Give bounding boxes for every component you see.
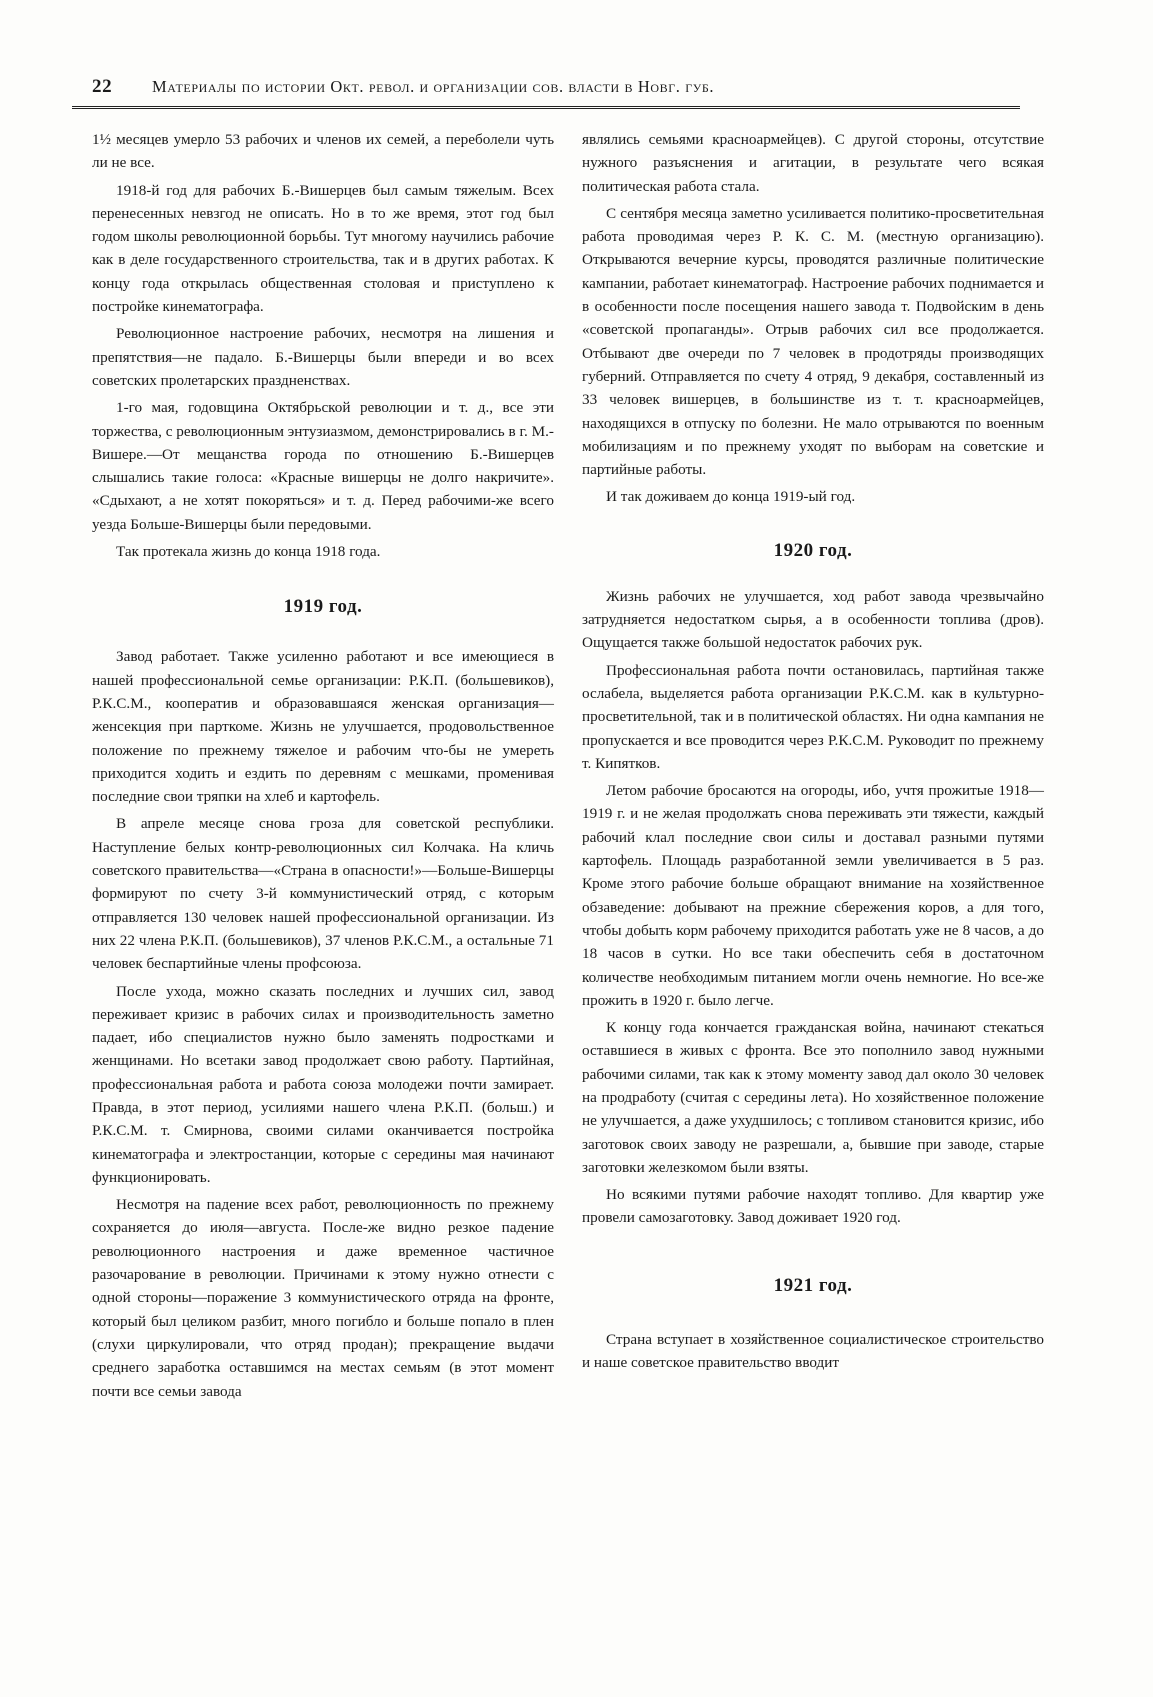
paragraph: 1½ месяцев умерло 53 рабочих и членов их семей, а переболели чуть ли не все.: [92, 131, 554, 172]
paragraph: В апреле месяце снова гроза для советской республики. Наступление белых контр-революционных сил Колчака. На кличь советского правительства—«Страна в опасности!»—Больше-Вишерцы формируют по счету 3-й коммунистический отряд, с которым отправляется 130 человек нашей профессиональной организации. Из них 22 члена Р.К.П. (большевиков), 37 членов Р.К.С.М., а остальные 71 человек беспартийные члены профсоюза.: [92, 815, 554, 973]
paragraph: После ухода, можно сказать последних и лучших сил, завод переживает кризис в рабочих силах и производительность заметно падает, ибо специалистов нужно было заменять подростками и женщинами. Но всетаки завод продолжает свою работу. Партийная, профессиональная работа и работа союза молодежи почти замирает. Правда, в этот период, усилиями нашего члена Р.К.П. (больш.) и Р.К.С.М. т. Смирнова, своими силами оканчивается постройка кинематографа и электростанции, которые с середины мая начинают функционировать.: [92, 982, 554, 1186]
paragraph: Завод работает. Также усиленно работают и все имеющиеся в нашей профессиональной семье организации: Р.К.П. (большевиков), Р.К.С.М., кооператив и образовавшаяся женская организация—женсекция при парткоме. Жизнь не улучшается, продовольственное положение по прежнему тяжелое и рабочим что-бы не умереть приходится ходить и ездить по деревням с мешками, променивая последние свои тряпки на хлеб и картофель.: [92, 648, 554, 806]
paragraph: Жизнь рабочих не улучшается, ход работ завода чрезвычайно затрудняется недостатком сырья, а в особенности топлива (дров). Ощущается также большой недостаток рабочих рук.: [582, 587, 1044, 652]
paragraph: являлись семьями красноармейцев). С другой стороны, отсутствие нужного разъяснения и агитации, в результате чего всякая политическая работа стала.: [582, 131, 1044, 195]
right-column: [582, 128, 1044, 1378]
paragraph: И так доживаем до конца 1919-ый год.: [606, 488, 856, 506]
paragraph: Так протекала жизнь до конца 1918 года.: [116, 543, 381, 561]
paragraph: К концу года кончается гражданская война, начинают стекаться оставшиеся в живых с фронта. Все это пополнило завод нужными рабочими силами, так как к этому моменту завод дал около 30 человек на продработу (считая с середины лета). Но хозяйственное положение не улучшается, а даже ухудшилось; с топливом становится кризис, ибо заготовок своих заводу не разрешали, а, бывшие при заводе, старые заготовки железкомом были взяты.: [582, 1019, 1044, 1176]
paragraph: Несмотря на падение всех работ, революционность по прежнему сохраняется до июля—августа. После-же видно резкое падение революционного настроения и даже временное частичное разочарование в революции. Причинами к этому нужно отнести с одной стороны—поражение 3 коммунистического отряда на фронте, который был целиком разбит, много погибло и больше попало в плен (слухи циркулировали, что отряд продан); прекращение выдачи среднего заработка оставшимся на местах семьям (в этот момент почти все семьи завода: [92, 1196, 554, 1400]
paragraph: Профессиональная работа почти остановилась, партийная также ослабела, выделяется работа организации Р.К.С.М. как в культурно-просветительной, так и в политической областях. Ни одна кампания не пропускается и все проводится через Р.К.С.М. Руководит по прежнему т. Кипятков.: [582, 661, 1044, 772]
running-header: [92, 76, 1022, 98]
page-number: 22: [92, 76, 113, 97]
paragraph: 1918-й год для рабочих Б.-Вишерцев был самым тяжелым. Всех перенесенных невзгод не описать. Но в то же время, этот год был годом школы революционной борьбы. Тут многому научились рабочие как в деле государственного строительства, так и в других работах. К концу года открылась общественная столовая и приступлено к постройке кинематографа.: [92, 181, 554, 316]
header-rule: [72, 106, 1020, 109]
section-heading-1919: 1919 год.: [283, 596, 363, 618]
paragraph: Революционное настроение рабочих, несмотря на лишения и препятствия—не падало. Б.-Вишерцы были впереди и во всех советских пролетарских праздненствах.: [92, 325, 554, 389]
left-column: [92, 128, 554, 1407]
paragraph: Но всякими путями рабочие находят топливо. Для квартир уже провели самозаготовку. Завод доживает 1920 год.: [582, 1186, 1044, 1227]
paragraph: Страна вступает в хозяйственное социалистическое строительство и наше советское правительство вводит: [582, 1330, 1044, 1372]
paragraph: Летом рабочие бросаются на огороды, ибо, учтя прожитые 1918—1919 г. и не желая продолжать снова переживать эти тяжести, каждый рабочий клал последние свои силы и доставал разными путями картофель. Площадь разработанной земли увеличивается в 5 раз. Кроме этого рабочие больше обращают внимание на хозяйственное обзаведение: добывают на прежние сбережения коров, а для того, чтобы добыть корм рабочему приходится работать уже не 8 часов, а до 18 часов в сутки. Но все таки обеспечить себя в достаточном количестве необходимым питанием могли очень немногие. Но все-же прожить в 1920 г. было легче.: [582, 782, 1044, 1009]
section-heading-1920: 1920 год.: [773, 539, 853, 561]
paragraph: С сентября месяца заметно усиливается политико-просветительная работа проводимая через Р. К. С. М. (местную организацию). Открываются вечерние курсы, проводятся различные политические кампании, работает кинематограф. Настроение рабочих поднимается и в особенности после посещения нашего завода т. Подвойским в день «советской пропаганды». Отрыв рабочих сил все продолжается. Отбывают две очереди по 7 человек в продотряды производящих губерний. Отправляется по счету 4 отряд, 9 декабря, составленный из 33 человек вишерцев, в большинстве из т. т. красноармейцев, находящихся в отпуску по болезни. Не мало отрываются по военным мобилизациям и по прежнему уходят по выборам на советские и партийные работы.: [582, 204, 1044, 479]
running-title: Материалы по истории Окт. револ. и организации сов. власти в Новг. губ.: [152, 77, 715, 96]
section-heading-1921: 1921 год.: [773, 1274, 853, 1296]
paragraph: 1-го мая, годовщина Октябрьской революции и т. д., все эти торжества, с революционным энтузиазмом, демонстрировались в г. М.-Вишере.—От мещанства города по отношению Б.-Вишерцев слышались такие голоса: «Красные вишерцы не долго накричите». «Сдыхают, а не хотят покоряться» и т. д. Перед рабочими-же всего уезда Больше-Вишерцы были передовыми.: [92, 399, 554, 533]
